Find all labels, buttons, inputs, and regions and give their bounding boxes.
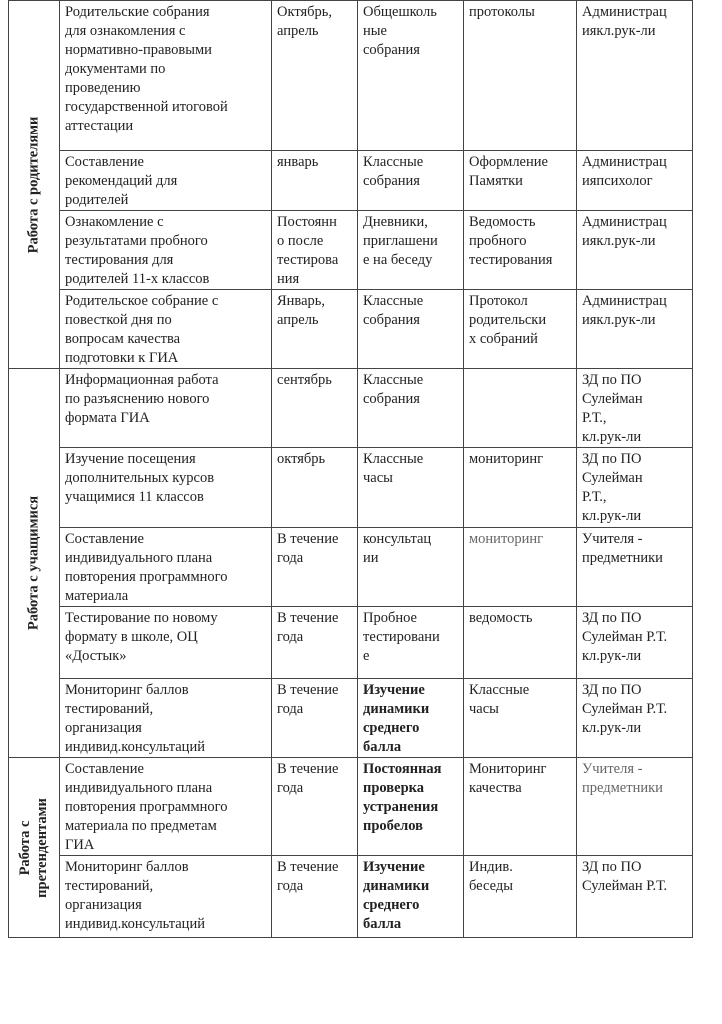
cell-result — [464, 151, 577, 211]
cell-line: Администрац — [582, 4, 667, 20]
cell-resp — [577, 528, 693, 607]
table-row — [9, 151, 693, 211]
cell-resp — [577, 448, 693, 528]
cell-resp — [577, 607, 693, 679]
cell-line: е на беседу — [363, 252, 433, 268]
cell-result — [464, 211, 577, 290]
cell-line: тестирований, — [65, 701, 154, 717]
cell-line: кл.рук-ли — [582, 508, 642, 524]
cell-line: пробелов — [363, 818, 424, 834]
cell-line: предметники — [582, 780, 663, 796]
cell-line: Администрац — [582, 154, 667, 170]
cell-form — [358, 607, 464, 679]
cell-form — [358, 369, 464, 448]
cell-line: ЗД по ПО — [582, 372, 642, 388]
table-row — [9, 856, 693, 938]
cell-line: часы — [363, 470, 393, 486]
cell-line: апрель — [277, 23, 319, 39]
cell-form — [358, 758, 464, 856]
cell-line: Протокол — [469, 293, 528, 309]
cell-line: Сулейман Р.Т. — [582, 629, 668, 645]
cell-line: повесткой дня по — [65, 312, 172, 328]
cell-line: ЗД по ПО — [582, 451, 642, 467]
cell-line: для ознакомления с — [65, 23, 186, 39]
cell-line: собрания — [363, 312, 420, 328]
cell-line: Учителя - — [582, 531, 643, 547]
plan-table-body — [9, 1, 693, 938]
cell-line: подготовки к ГИА — [65, 350, 179, 366]
cell-event — [60, 290, 272, 369]
cell-term — [272, 1, 358, 151]
cell-line: собрания — [363, 42, 420, 58]
cell-event — [60, 211, 272, 290]
cell-resp — [577, 151, 693, 211]
cell-line: устранения — [363, 799, 439, 815]
cell-line: Сулейман — [582, 470, 643, 486]
cell-line: Октябрь, — [277, 4, 333, 20]
cell-line: Составление — [65, 531, 144, 547]
cell-event — [60, 151, 272, 211]
cell-line: учащимися 11 классов — [65, 489, 204, 505]
cell-line: Мониторинг баллов — [65, 859, 189, 875]
cell-line: собрания — [363, 391, 420, 407]
cell-line: Индив. — [469, 859, 513, 875]
cell-line: В течение — [277, 761, 339, 777]
cell-resp — [577, 211, 693, 290]
cell-line: года — [277, 550, 304, 566]
cell-line: Родительские собрания — [65, 4, 210, 20]
cell-term — [272, 369, 358, 448]
table-row — [9, 290, 693, 369]
cell-event — [60, 856, 272, 938]
cell-line: повторения программного — [65, 569, 228, 585]
cell-line: Мониторинг — [469, 761, 547, 777]
cell-result — [464, 369, 577, 448]
table-row — [9, 369, 693, 448]
cell-line: Администрац — [582, 214, 667, 230]
cell-line: Изучение посещения — [65, 451, 196, 467]
cell-line: кл.рук-ли — [582, 429, 642, 445]
cell-line: тестировани — [363, 629, 440, 645]
cell-line: Январь, — [277, 293, 326, 309]
cell-line: индивид.консультаций — [65, 739, 205, 755]
cell-line: Постоянная — [363, 761, 442, 777]
cell-line: года — [277, 878, 304, 894]
cell-line: проверка — [363, 780, 425, 796]
section-label-cell — [9, 369, 60, 758]
cell-line: балла — [363, 739, 402, 755]
cell-event — [60, 607, 272, 679]
cell-line: апрель — [277, 312, 319, 328]
cell-line: родителей — [65, 192, 129, 208]
cell-line: аттестации — [65, 118, 134, 134]
cell-line: консультац — [363, 531, 432, 547]
cell-line: Ведомость — [469, 214, 536, 230]
cell-line: собрания — [363, 173, 420, 189]
cell-line: среднего — [363, 897, 420, 913]
cell-term — [272, 211, 358, 290]
cell-line: Классные — [469, 682, 530, 698]
cell-line: ния — [277, 271, 300, 287]
cell-term — [272, 290, 358, 369]
cell-line: Р.Т., — [582, 489, 607, 505]
cell-line: беседы — [469, 878, 513, 894]
cell-line: Пробное — [363, 610, 417, 626]
cell-line: «Достык» — [65, 648, 127, 664]
cell-line: формата ГИА — [65, 410, 150, 426]
cell-result — [464, 856, 577, 938]
cell-event — [60, 448, 272, 528]
cell-form — [358, 211, 464, 290]
cell-line: родительски — [469, 312, 547, 328]
table-row — [9, 607, 693, 679]
cell-term — [272, 607, 358, 679]
cell-event — [60, 679, 272, 758]
cell-line: тестирования для — [65, 252, 174, 268]
cell-line: формату в школе, ОЦ — [65, 629, 198, 645]
cell-line: динамики — [363, 878, 430, 894]
cell-result — [464, 528, 577, 607]
cell-line: Классные — [363, 154, 424, 170]
cell-line: дополнительных курсов — [65, 470, 215, 486]
section-label — [26, 496, 43, 630]
cell-line: нормативно-правовыми — [65, 42, 212, 58]
cell-line: Родительское собрание с — [65, 293, 219, 309]
cell-line: Работа с родителями — [25, 116, 42, 253]
table-row — [9, 1, 693, 151]
cell-line: динамики — [363, 701, 430, 717]
cell-line: по разъяснению нового — [65, 391, 210, 407]
cell-line: иякл.рук-ли — [582, 233, 656, 249]
cell-line: В течение — [277, 531, 339, 547]
cell-line: Изучение — [363, 859, 425, 875]
cell-term — [272, 856, 358, 938]
cell-line: часы — [469, 701, 499, 717]
cell-event — [60, 369, 272, 448]
table-row — [9, 758, 693, 856]
cell-line: Классные — [363, 451, 424, 467]
cell-line: ЗД по ПО — [582, 610, 642, 626]
cell-result — [464, 679, 577, 758]
cell-result — [464, 448, 577, 528]
cell-term — [272, 528, 358, 607]
cell-line: Ознакомление с — [65, 214, 164, 230]
table-row — [9, 679, 693, 758]
cell-line: мониторинг — [469, 451, 544, 467]
cell-form — [358, 290, 464, 369]
cell-form — [358, 679, 464, 758]
cell-line: кл.рук-ли — [582, 648, 642, 664]
cell-line: ии — [363, 550, 379, 566]
cell-line: ияпсихолог — [582, 173, 653, 189]
cell-result — [464, 290, 577, 369]
cell-resp — [577, 758, 693, 856]
cell-term — [272, 758, 358, 856]
cell-line: Составление — [65, 154, 144, 170]
cell-line: Работа с учащимися — [25, 495, 42, 631]
cell-event — [60, 528, 272, 607]
cell-result — [464, 607, 577, 679]
cell-line: январь — [277, 154, 319, 170]
cell-line: о после — [277, 233, 324, 249]
cell-line: Дневники, — [363, 214, 428, 230]
cell-line: кл.рук-ли — [582, 720, 642, 736]
section-label-cell — [9, 1, 60, 369]
cell-line: ные — [363, 23, 387, 39]
cell-line: Общешколь — [363, 4, 437, 20]
section-label-cell — [9, 758, 60, 938]
cell-line: В течение — [277, 610, 339, 626]
cell-line: тестирования — [469, 252, 553, 268]
cell-line: Тестирование по новому — [65, 610, 218, 626]
cell-line: материала — [65, 588, 129, 604]
cell-line: среднего — [363, 720, 420, 736]
cell-line: Мониторинг баллов — [65, 682, 189, 698]
cell-line: результатами пробного — [65, 233, 208, 249]
cell-line: ГИА — [65, 837, 95, 853]
cell-result — [464, 1, 577, 151]
cell-line: Сулейман — [582, 391, 643, 407]
cell-line: балла — [363, 916, 402, 932]
cell-line: Изучение — [363, 682, 425, 698]
cell-line: Классные — [363, 372, 424, 388]
cell-event — [60, 758, 272, 856]
cell-form — [358, 151, 464, 211]
cell-line: Постоянн — [277, 214, 337, 230]
cell-line: протоколы — [469, 4, 535, 20]
cell-line: года — [277, 629, 304, 645]
cell-line: предметники — [582, 550, 663, 566]
cell-line: приглашени — [363, 233, 438, 249]
cell-event — [60, 1, 272, 151]
cell-line: документами по — [65, 61, 166, 77]
cell-line: года — [277, 780, 304, 796]
cell-form — [358, 856, 464, 938]
cell-resp — [577, 1, 693, 151]
cell-line: сентябрь — [277, 372, 332, 388]
cell-line: государственной итоговой — [65, 99, 228, 115]
cell-line: Администрац — [582, 293, 667, 309]
cell-resp — [577, 679, 693, 758]
cell-line: вопросам качества — [65, 331, 181, 347]
cell-resp — [577, 369, 693, 448]
cell-line: Классные — [363, 293, 424, 309]
cell-resp — [577, 290, 693, 369]
cell-line: Учителя - — [582, 761, 643, 777]
cell-term — [272, 448, 358, 528]
cell-line: материала по предметам — [65, 818, 217, 834]
cell-form — [358, 448, 464, 528]
cell-line: ЗД по ПО — [582, 682, 642, 698]
cell-line: Оформление — [469, 154, 548, 170]
cell-line: пробного — [469, 233, 527, 249]
cell-line: тестирова — [277, 252, 339, 268]
cell-line: повторения программного — [65, 799, 228, 815]
cell-line: Памятки — [469, 173, 523, 189]
cell-form — [358, 1, 464, 151]
cell-line: Работа с — [17, 820, 33, 875]
table-row — [9, 528, 693, 607]
cell-line: мониторинг — [469, 531, 544, 547]
cell-line: Составление — [65, 761, 144, 777]
cell-line: иякл.рук-ли — [582, 312, 656, 328]
cell-line: тестирований, — [65, 878, 154, 894]
cell-line: качества — [469, 780, 522, 796]
cell-line: В течение — [277, 682, 339, 698]
cell-line: индивид.консультаций — [65, 916, 205, 932]
cell-line: ведомость — [469, 610, 533, 626]
section-label — [17, 798, 51, 898]
section-label — [26, 116, 43, 253]
cell-line: индивидуального плана — [65, 780, 213, 796]
cell-line: индивидуального плана — [65, 550, 213, 566]
cell-line: года — [277, 701, 304, 717]
cell-line: Сулейман Р.Т. — [582, 701, 668, 717]
plan-table — [8, 0, 693, 938]
cell-term — [272, 679, 358, 758]
cell-line: рекомендаций для — [65, 173, 178, 189]
cell-line: претендентами — [34, 797, 50, 898]
cell-line: ЗД по ПО — [582, 859, 642, 875]
cell-line: родителей 11-х классов — [65, 271, 210, 287]
cell-resp — [577, 856, 693, 938]
cell-line: проведению — [65, 80, 141, 96]
cell-line: организация — [65, 720, 142, 736]
table-row — [9, 211, 693, 290]
cell-line: октябрь — [277, 451, 326, 467]
cell-line: Информационная работа — [65, 372, 219, 388]
cell-line: Р.Т., — [582, 410, 607, 426]
cell-line: иякл.рук-ли — [582, 23, 656, 39]
cell-line: х собраний — [469, 331, 538, 347]
cell-term — [272, 151, 358, 211]
table-row — [9, 448, 693, 528]
cell-result — [464, 758, 577, 856]
cell-line: Сулейман Р.Т. — [582, 878, 668, 894]
cell-line: организация — [65, 897, 142, 913]
cell-form — [358, 528, 464, 607]
cell-line: е — [363, 648, 370, 664]
cell-line: В течение — [277, 859, 339, 875]
